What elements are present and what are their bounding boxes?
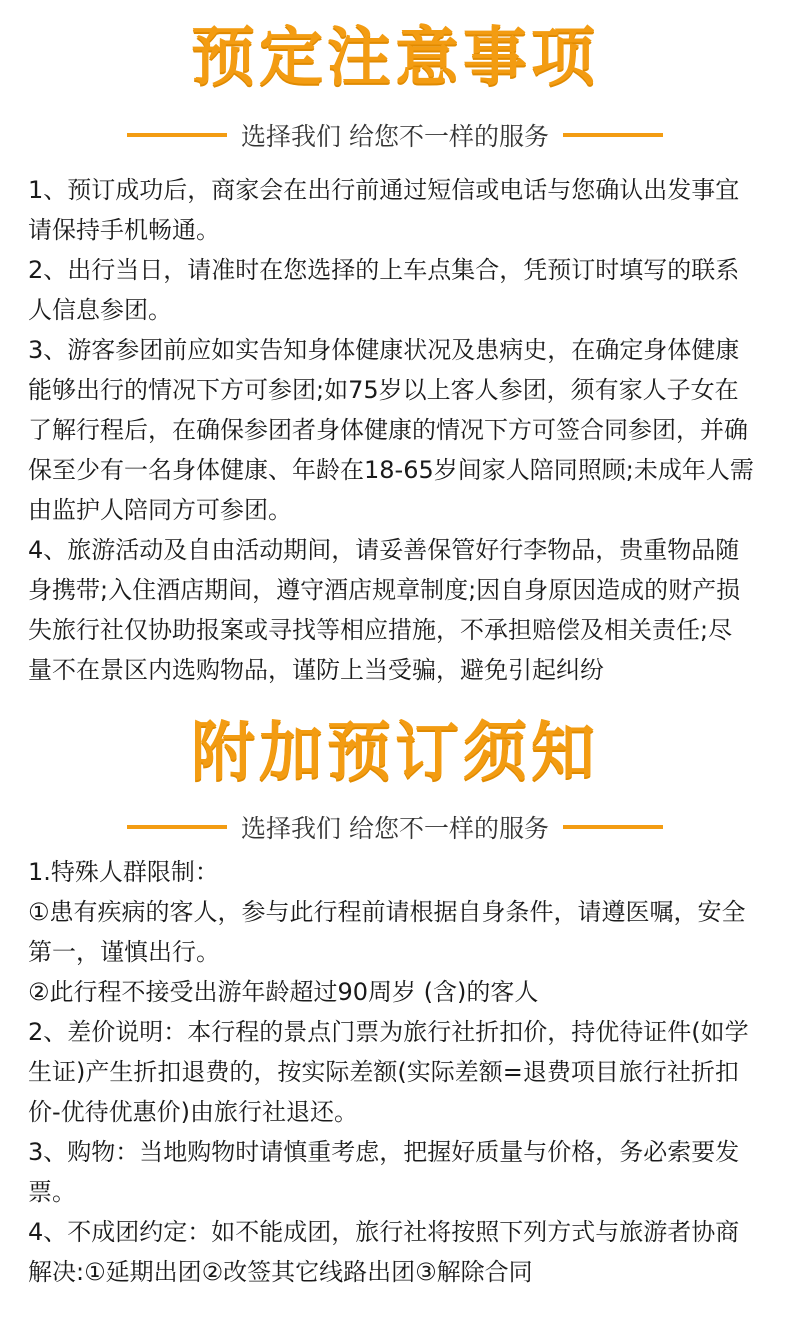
decorative-line-left (127, 133, 227, 137)
text-line: 4、不成团约定：如不能成团，旅行社将按照下列方式与旅游者协商 (28, 1218, 740, 1246)
text-line: 了解行程后，在确保参团者身体健康的情况下方可签合同参团，并确 (28, 416, 748, 444)
text-line: 生证)产生折扣退费的，按实际差额(实际差额=退费项目旅行社折扣 (28, 1058, 739, 1086)
text-line: 保至少有一名身体健康、年龄在18-65岁间家人陪同照顾;未成年人需 (28, 456, 754, 484)
text-line: 量不在景区内选购物品，谨防上当受骗，避免引起纠纷 (28, 656, 604, 684)
text-line: 能够出行的情况下方可参团;如75岁以上客人参团，须有家人子女在 (28, 376, 739, 404)
text-line: 2、出行当日，请准时在您选择的上车点集合，凭预订时填写的联系 (28, 256, 740, 284)
text-line: 2、差价说明：本行程的景点门票为旅行社折扣价，持优待证件(如学 (28, 1018, 749, 1046)
text-line: 请保持手机畅通。 (28, 216, 220, 244)
decorative-line-right (563, 825, 663, 829)
decorative-line-right (563, 133, 663, 137)
subtitle-text: 选择我们 给您不一样的服务 (241, 814, 549, 843)
text-line: 身携带;入住酒店期间，遵守酒店规章制度;因自身原因造成的财产损 (28, 576, 741, 604)
subtitle-row (0, 115, 790, 155)
text-line: 价-优待优惠价)由旅行社退还。 (28, 1098, 359, 1126)
text-line: 失旅行社仅协助报案或寻找等相应措施，不承担赔偿及相关责任;尽 (28, 616, 733, 644)
text-line: ②此行程不接受出游年龄超过90周岁 (含)的客人 (28, 978, 539, 1006)
text-line: 由监护人陪同方可参团。 (28, 496, 292, 524)
subtitle-row (0, 807, 790, 847)
text-line: 1.特殊人群限制： (28, 858, 219, 886)
text-line: 1、预订成功后，商家会在出行前通过短信或电话与您确认出发事宜 (28, 176, 740, 204)
section-title-additional-notice: 附加预订须知 (191, 715, 599, 790)
additional-content (28, 852, 768, 1292)
text-line: 人信息参团。 (28, 296, 172, 324)
text-line: 4、旅游活动及自由活动期间，请妥善保管好行李物品，贵重物品随 (28, 536, 740, 564)
section-title-booking-notice: 预定注意事项 (191, 20, 599, 95)
text-line: ①患有疾病的客人，参与此行程前请根据自身条件，请遵医嘱，安全 (28, 898, 746, 926)
text-line: 票。 (28, 1178, 76, 1206)
decorative-line-left (127, 825, 227, 829)
text-line: 第一，谨慎出行。 (28, 938, 220, 966)
subtitle-text: 选择我们 给您不一样的服务 (241, 122, 549, 151)
text-line: 解决:①延期出团②改签其它线路出团③解除合同 (28, 1258, 533, 1286)
text-line: 3、购物：当地购物时请慎重考虑，把握好质量与价格，务必索要发 (28, 1138, 740, 1166)
notice-content (28, 170, 768, 690)
text-line: 3、游客参团前应如实告知身体健康状况及患病史，在确定身体健康 (28, 336, 740, 364)
